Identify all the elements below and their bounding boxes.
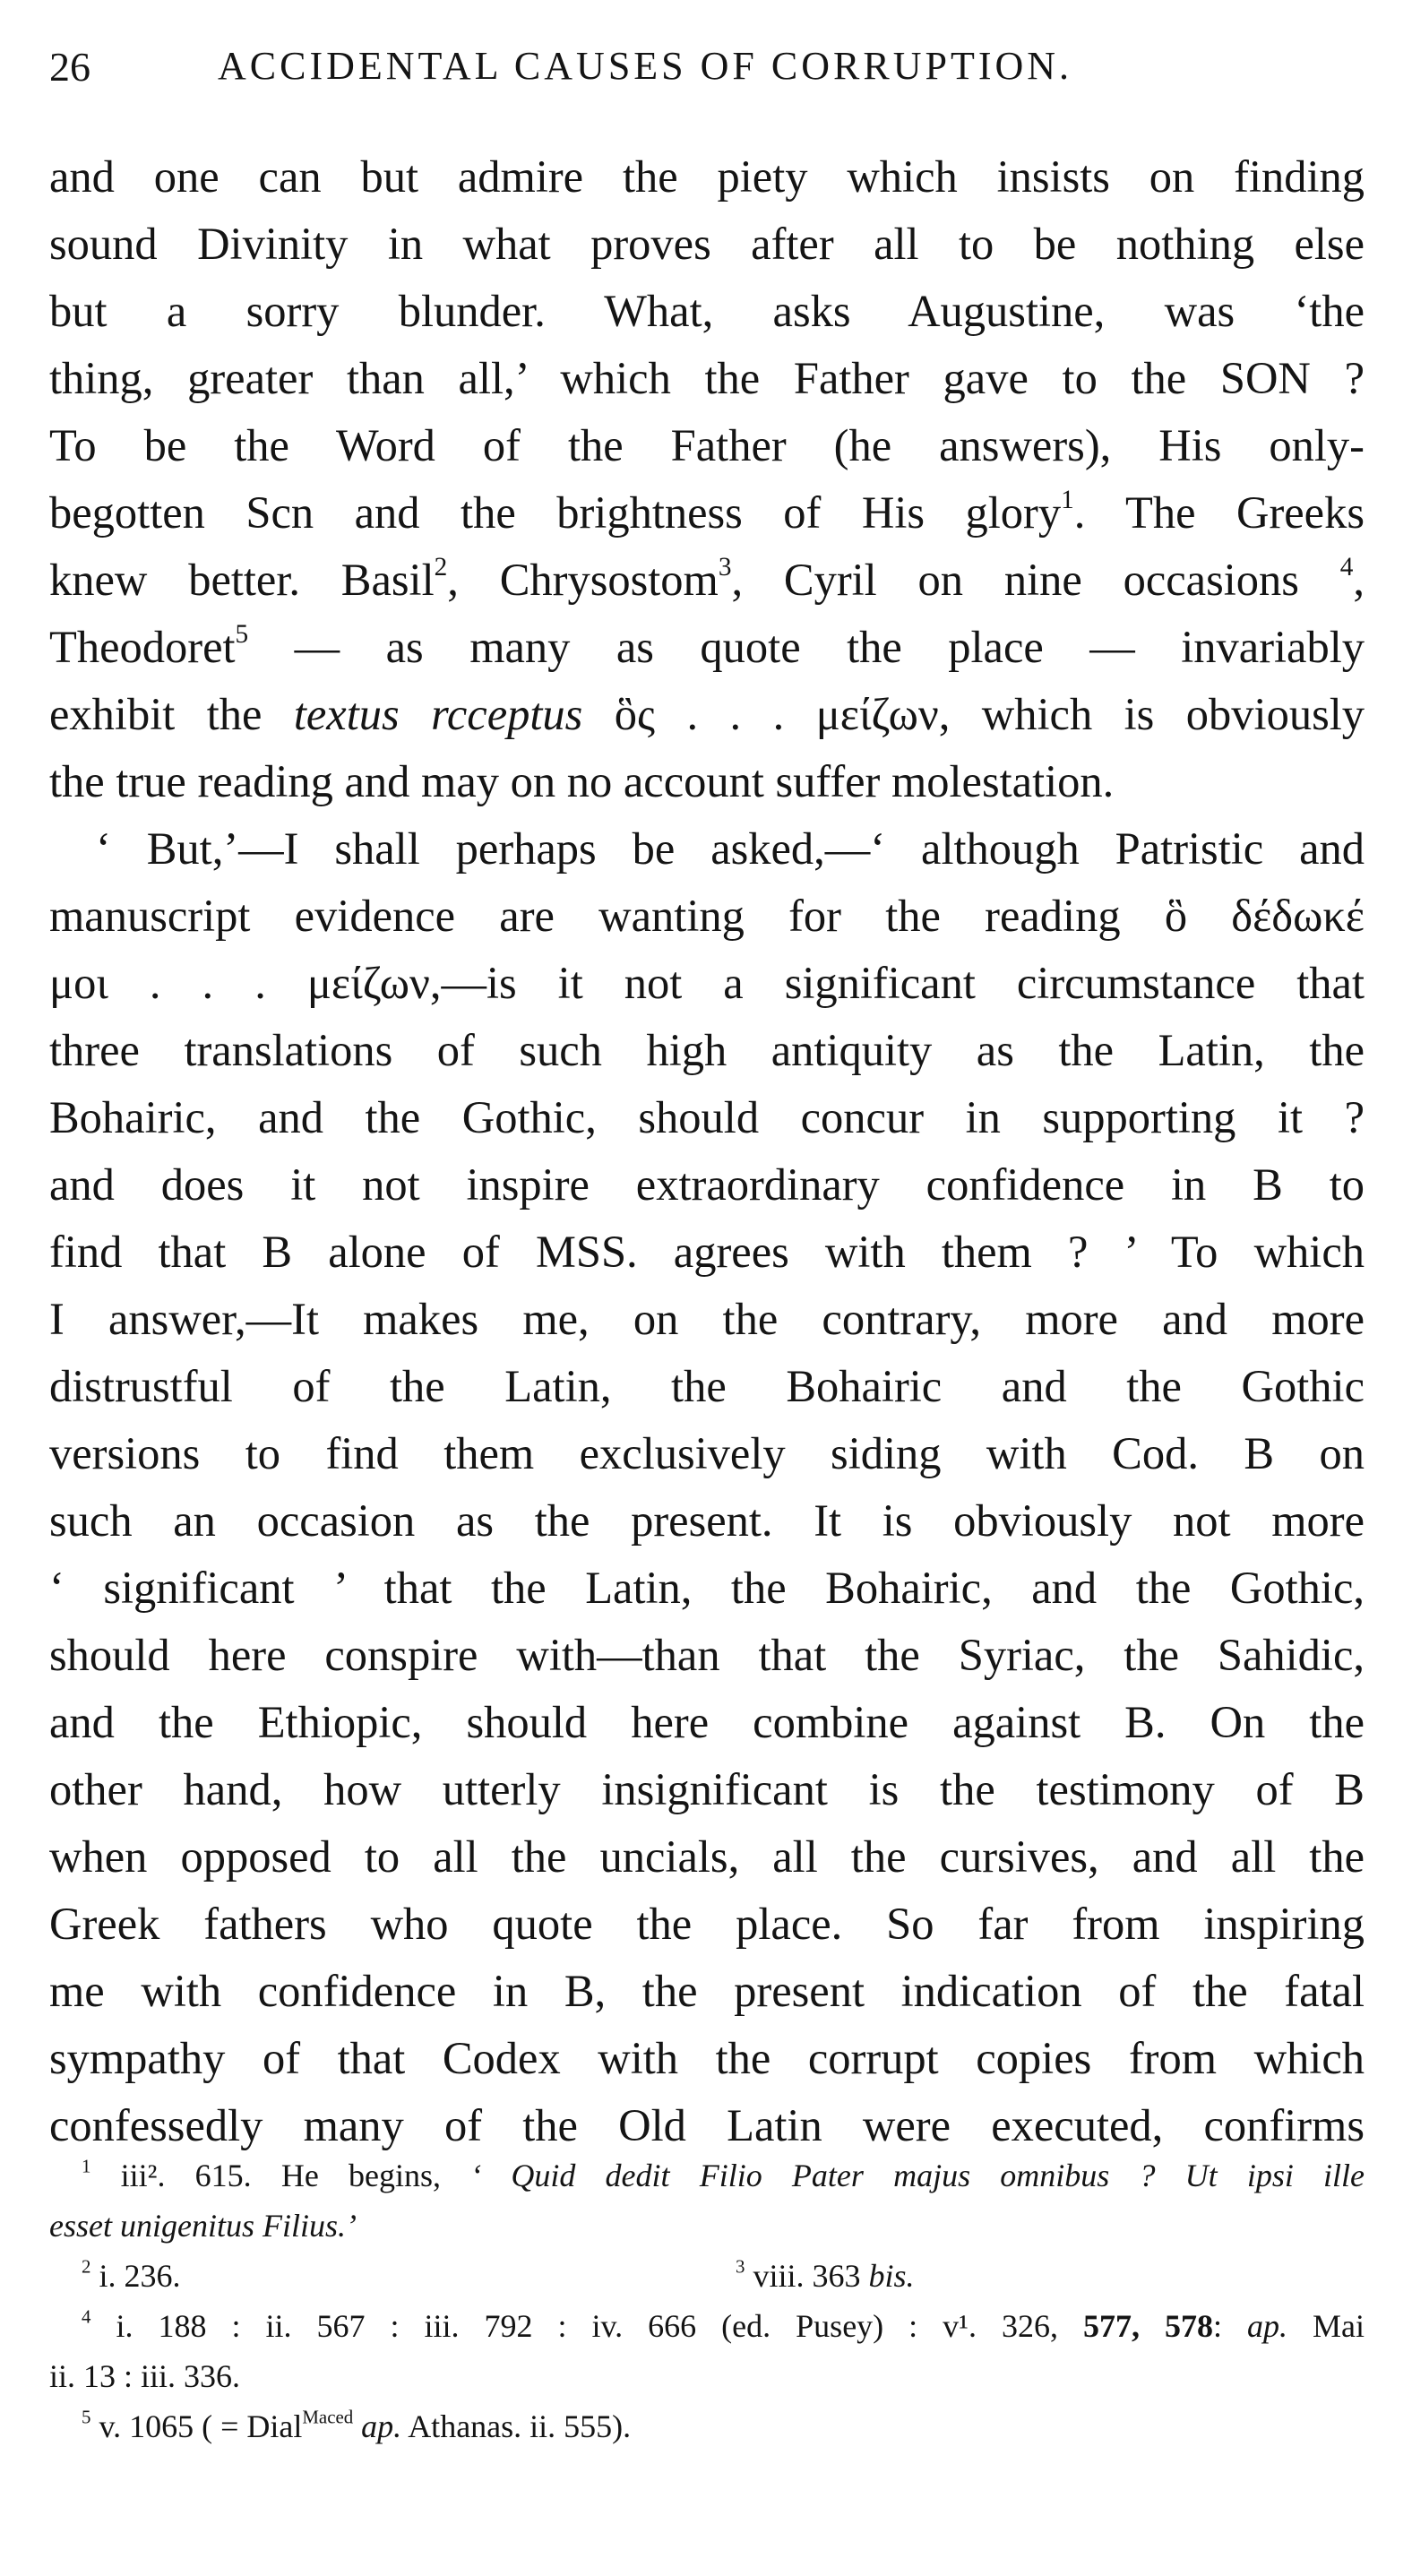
footnote-5 — [49, 2401, 1365, 2451]
text-line: three translations of such high antiquity as the Latin, the — [49, 1025, 1365, 1075]
text-segment: — as many as quote the place — invariably — [294, 622, 1365, 672]
footnote-text: Mai — [1313, 2308, 1365, 2344]
text-segment: , Chrysostom — [447, 555, 719, 605]
footnote-number: 3 — [736, 2255, 745, 2278]
text-line: To be the Word of the Father (he answers), His only- — [49, 420, 1365, 470]
footnote-3 — [736, 2251, 914, 2301]
footnote-text: i. 236. — [99, 2258, 181, 2294]
text-line: and the Ethiopic, should here combine against B. On the — [49, 1697, 1365, 1747]
text-line: find that B alone of MSS. agrees with them ? ’ To which — [49, 1227, 1365, 1277]
footnote-italic: bis. — [868, 2258, 915, 2294]
text-line: manuscript evidence are wanting for the reading ὃ δέδωκέ — [49, 891, 1365, 941]
text-segment: exhibit the — [49, 689, 263, 739]
footnote-ref: 4 — [1339, 553, 1354, 582]
footnote-number: 4 — [82, 2305, 91, 2328]
footnote-italic: ap. — [1247, 2308, 1288, 2344]
text-line: such an occasion as the present. It is obviously not more — [49, 1495, 1365, 1546]
text-line — [49, 547, 1365, 614]
text-line: thing, greater than all,’ which the Father gave to the SON ? — [49, 353, 1365, 403]
footnote-text: : — [1213, 2308, 1223, 2344]
footnote-number: 2 — [82, 2255, 91, 2278]
footnote-number: 5 — [82, 2406, 91, 2428]
footnote-1 — [49, 2150, 1365, 2201]
text-segment: ὃς . . . μείζων, which is obviously — [614, 689, 1365, 739]
footnote-text: i. 188 : ii. 567 : iii. 792 : iv. 666 (ed. Pusey) : v¹. 326, — [116, 2308, 1058, 2344]
text-line: versions to find them exclusively siding with Cod. B on — [49, 1428, 1365, 1478]
text-line: I answer,—It makes me, on the contrary, more and more — [49, 1294, 1365, 1344]
text-line: and does it not inspire extraordinary confidence in B to — [49, 1159, 1365, 1210]
running-header — [49, 43, 1366, 97]
text-line: sound Divinity in what proves after all to be nothing else — [49, 219, 1365, 269]
text-segment: knew better. Basil — [49, 555, 435, 605]
footnote-ref: 5 — [235, 620, 249, 650]
text-line: the true reading and may on no account suffer molestation. — [49, 756, 1115, 806]
text-line: ‘ But,’—I shall perhaps be asked,—‘ although Patristic and — [96, 823, 1365, 874]
footnote-ref: 3 — [718, 553, 732, 582]
text-segment: , — [1353, 555, 1365, 605]
footnote-italic: ap. — [361, 2408, 402, 2444]
body-text — [49, 143, 1365, 2159]
text-line — [49, 681, 1365, 748]
footnote-text: ii. 13 : iii. 336. — [49, 2358, 241, 2394]
italic-term: textus rcceptus — [293, 689, 583, 739]
footnote-quote: ‘ Quid dedit Filio Pater majus omnibus ? Ut ipsi ille — [470, 2158, 1365, 2193]
text-line: ‘ significant ’ that the Latin, the Bohairic, and the Gothic, — [49, 1563, 1365, 1613]
text-segment: begotten Scn and the brightness of His glory — [49, 487, 1062, 538]
text-line: and one can but admire the piety which insists on finding — [49, 151, 1365, 202]
text-line: me with confidence in B, the present indication of the fatal — [49, 1966, 1365, 2016]
text-line: sympathy of that Codex with the corrupt copies from which — [49, 2033, 1365, 2083]
footnote-bold: 577, 578 — [1082, 2308, 1213, 2344]
text-line: other hand, how utterly insignificant is the testimony of B — [49, 1764, 1365, 1814]
text-line: should here conspire with—than that the Syriac, the Sahidic, — [49, 1630, 1365, 1680]
text-line: distrustful of the Latin, the Bohairic and the Gothic — [49, 1361, 1365, 1411]
footnote-ref: 1 — [1061, 486, 1074, 515]
page-number: 26 — [49, 44, 90, 90]
text-line: but a sorry blunder. What, asks Augustine, was ‘the — [49, 286, 1365, 336]
footnote-text: v. 1065 ( = Dial — [99, 2408, 303, 2444]
text-line: confessedly many of the Old Latin were executed, confirms — [49, 2100, 1365, 2150]
footnote-2-3 — [49, 2251, 1365, 2301]
text-line — [49, 479, 1365, 547]
footnote-1-cont — [49, 2201, 1365, 2251]
footnote-4 — [49, 2301, 1365, 2351]
text-line — [49, 614, 1365, 681]
footnote-text: iii². 615. He begins, — [120, 2158, 441, 2193]
text-segment: , Cyril on nine occasions — [731, 555, 1299, 605]
footnote-sup: Maced — [302, 2406, 354, 2428]
running-title: ACCIDENTAL CAUSES OF CORRUPTION. — [218, 44, 1073, 88]
footnotes — [49, 2150, 1365, 2451]
footnote-4-cont — [49, 2351, 1365, 2401]
text-segment: . The Greeks — [1073, 487, 1365, 538]
text-segment: Theodoret — [49, 622, 236, 672]
footnote-ref: 2 — [434, 553, 448, 582]
text-line: when opposed to all the uncials, all the cursives, and all the — [49, 1831, 1365, 1882]
text-line: μοι . . . μείζων,—is it not a significant circumstance that — [49, 958, 1365, 1008]
text-line: Greek fathers who quote the place. So far from inspiring — [49, 1899, 1365, 1949]
footnote-number: 1 — [82, 2155, 91, 2177]
footnote-text: Athanas. ii. 555). — [408, 2408, 632, 2444]
footnote-text: viii. 363 — [753, 2258, 861, 2294]
text-line: Bohairic, and the Gothic, should concur in supporting it ? — [49, 1092, 1365, 1142]
footnote-quote: esset unigenitus Filius.’ — [49, 2208, 357, 2244]
